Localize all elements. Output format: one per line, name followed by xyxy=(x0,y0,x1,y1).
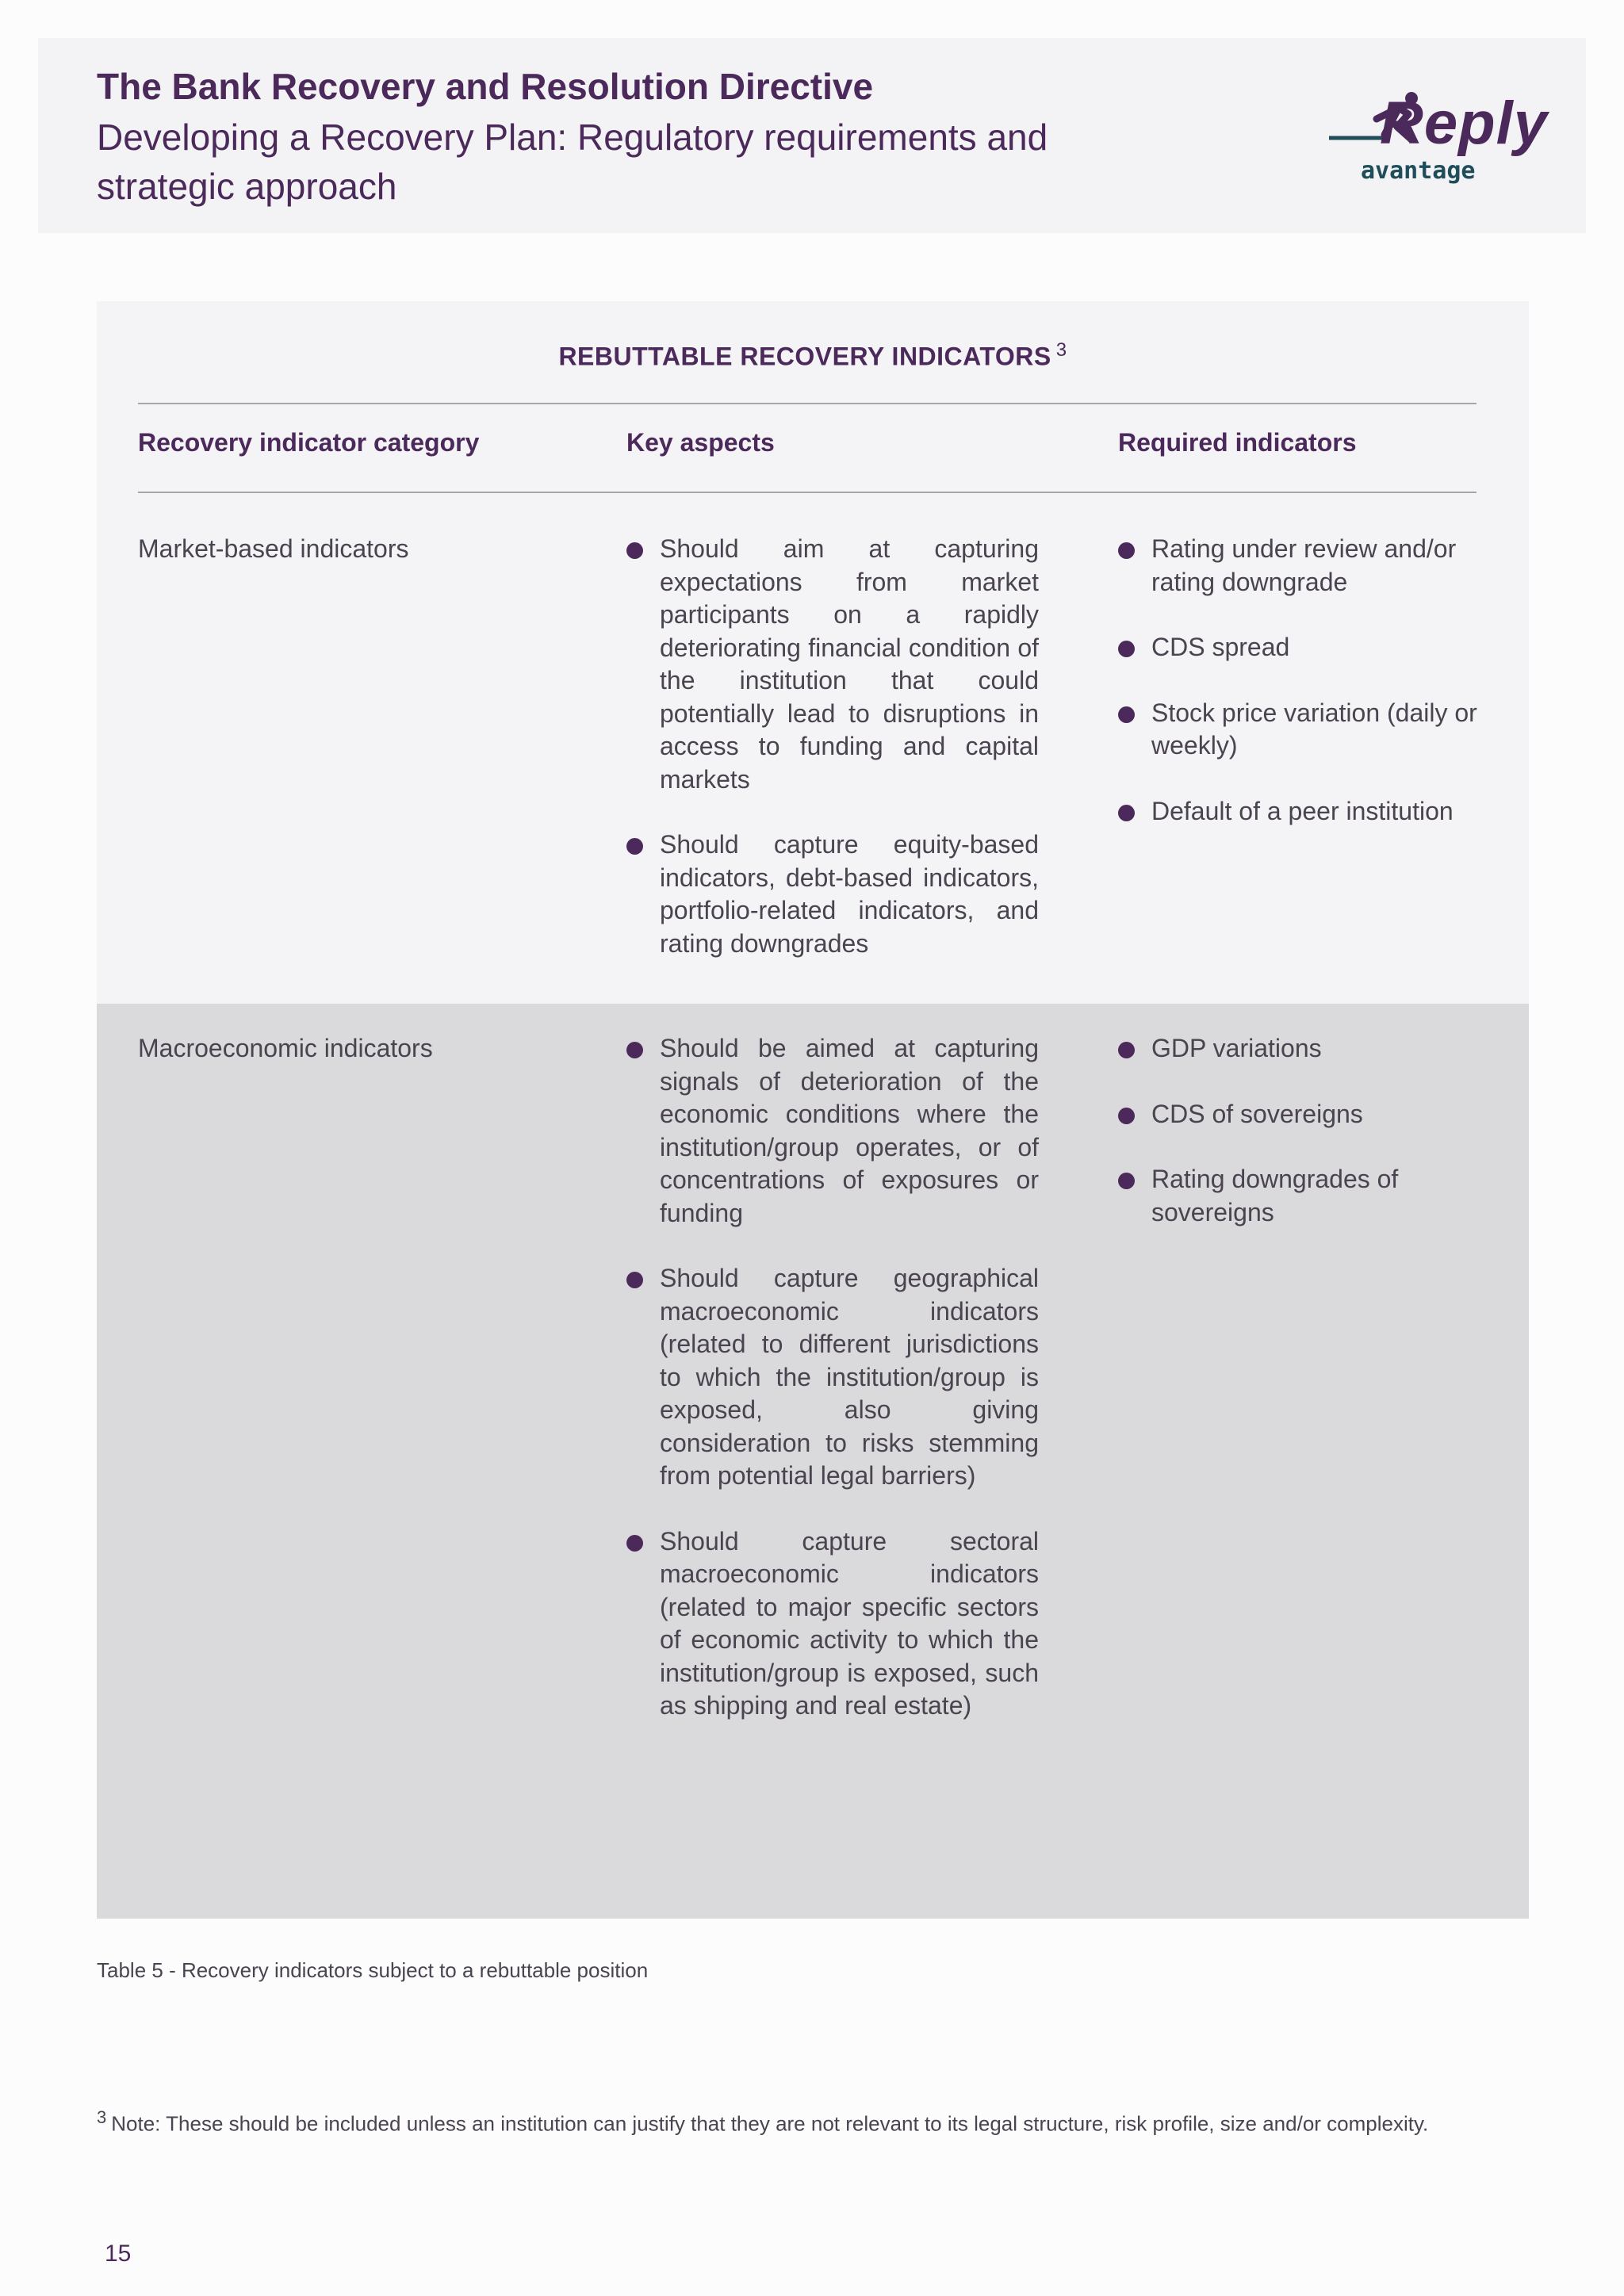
bullet-icon xyxy=(626,1272,643,1288)
page-header xyxy=(38,38,1586,233)
key-aspects-list-market xyxy=(626,533,1039,960)
bullet-icon xyxy=(1118,1042,1135,1058)
column-header-category: Recovery indicator category xyxy=(138,428,480,457)
row-category-macro: Macroeconomic indicators xyxy=(138,1034,433,1062)
bullet-icon xyxy=(1118,641,1135,657)
list-item: Should be aimed at capturing signals of deterioration of the economic conditions where the institution/group operates, or of concentrations of exposures or funding xyxy=(626,1032,1039,1230)
column-header-key-aspects: Key aspects xyxy=(626,428,775,457)
required-indicators-list-market xyxy=(1118,533,1491,828)
key-aspects-list-macro xyxy=(626,1032,1039,1723)
document-title: The Bank Recovery and Resolution Directive xyxy=(97,66,874,107)
recovery-indicators-table xyxy=(97,301,1529,1919)
reply-avantage-logo xyxy=(1288,86,1573,212)
logo-subtitle: avantage xyxy=(1361,157,1476,185)
list-item: Stock price variation (daily or weekly) xyxy=(1118,697,1491,763)
bullet-icon xyxy=(1118,1108,1135,1124)
list-item: Should capture equity-based indicators, debt-based indicators, portfolio-related indicators, and rating downgrades xyxy=(626,828,1039,960)
bullet-icon xyxy=(626,542,643,559)
list-item: CDS of sovereigns xyxy=(1118,1098,1491,1131)
logo-wordmark: Reply xyxy=(1380,90,1548,157)
footnote xyxy=(97,2107,1524,2137)
table-heading xyxy=(97,339,1529,372)
footnote-text: Note: These should be included unless an institution can justify that they are not relevant to its legal structure, risk profile, size and/or complexity. xyxy=(111,2111,1429,2136)
footnote-marker: 3 xyxy=(97,2107,107,2127)
bullet-icon xyxy=(1118,1173,1135,1189)
table-caption: Table 5 - Recovery indicators subject to a rebuttable position xyxy=(97,1958,649,1982)
page-number: 15 xyxy=(105,2241,132,2267)
list-item: Should aim at capturing expectations from market participants on a rapidly deteriorating financial condition of the institution that could potentially lead to disruptions in access to funding and capital markets xyxy=(626,533,1039,796)
bullet-icon xyxy=(1118,805,1135,821)
bullet-icon xyxy=(626,838,643,855)
bullet-icon xyxy=(1118,706,1135,723)
header-rule-top xyxy=(138,403,1477,404)
document-subtitle: Developing a Recovery Plan: Regulatory requirements and strategic approach xyxy=(97,117,1048,207)
table-heading-text: REBUTTABLE RECOVERY INDICATORS xyxy=(558,342,1051,371)
list-item: Default of a peer institution xyxy=(1118,795,1491,828)
bullet-icon xyxy=(626,1535,643,1552)
bullet-icon xyxy=(626,1042,643,1058)
bullet-icon xyxy=(1118,542,1135,559)
list-item: CDS spread xyxy=(1118,631,1491,664)
footnote-reference: 3 xyxy=(1055,339,1067,361)
list-item: Rating under review and/or rating downgrade xyxy=(1118,533,1491,599)
list-item: Should capture geographical macroeconomic indicators (related to different jurisdictions to which the institution/group is exposed, also giving consideration to risks stemming from potential legal barriers) xyxy=(626,1262,1039,1493)
list-item: Should capture sectoral macroeconomic indicators (related to major specific sectors of economic activity to which the institution/group is exposed, such as shipping and real estate) xyxy=(626,1525,1039,1723)
required-indicators-list-macro xyxy=(1118,1032,1491,1229)
column-header-required-indicators: Required indicators xyxy=(1118,428,1357,457)
row-category-market: Market-based indicators xyxy=(138,534,409,563)
list-item: GDP variations xyxy=(1118,1032,1491,1066)
header-rule-bottom xyxy=(138,492,1477,493)
list-item: Rating downgrades of sovereigns xyxy=(1118,1163,1491,1229)
